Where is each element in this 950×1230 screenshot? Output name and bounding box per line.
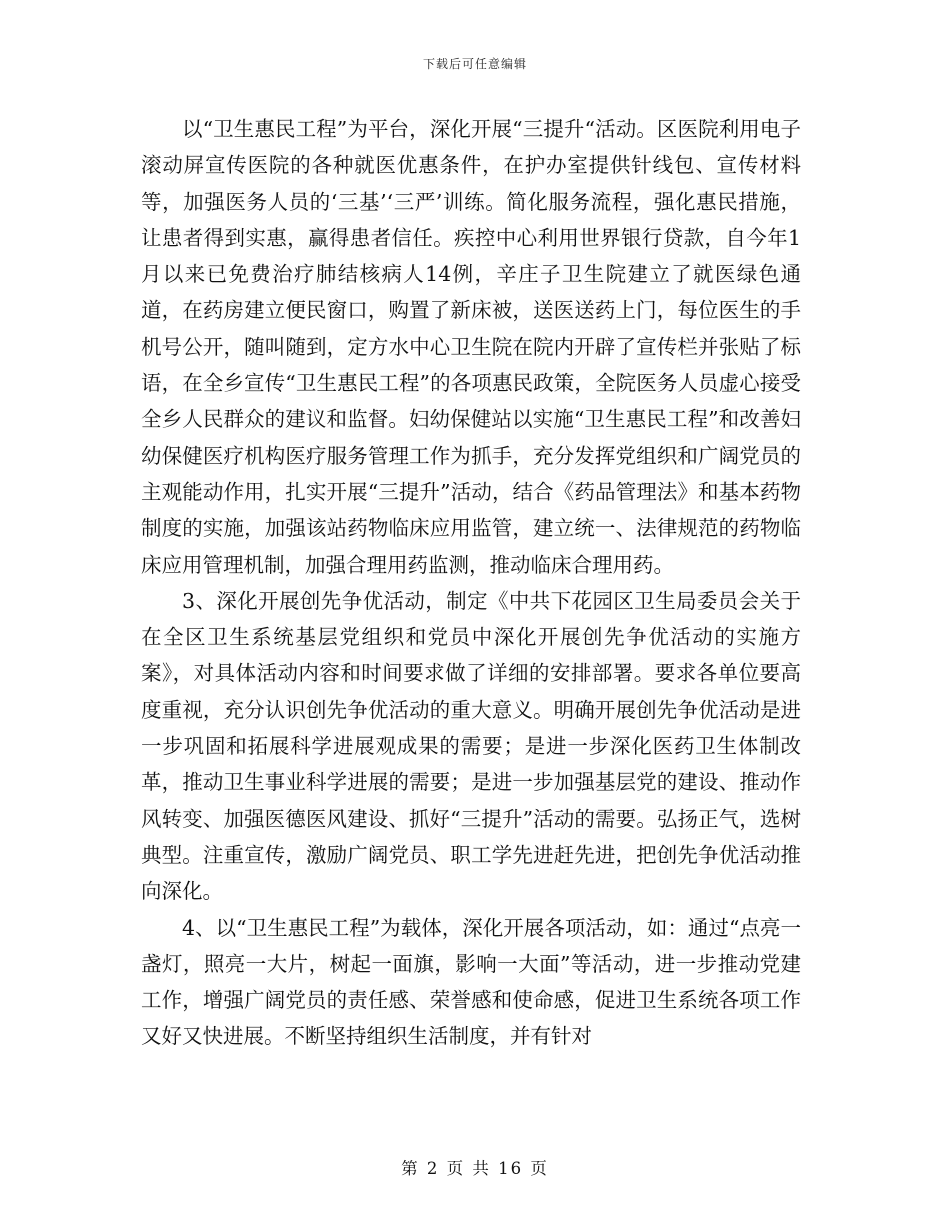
paragraph: 3、深化开展创先争优活动，制定《中共下花园区卫生局委员会关于在全区卫生系统基层党组织和党员中深化开展创先争优活动的实施方案》，对具体活动内容和时间要求做了详细的安排部署。要求各单位要高度重视，充分认识创先争优活动的重大意义。明确开展创先争优活动是进一步巩固和拓展科学进展观成果的需要；是进一步深化医药卫生体制改革，推动卫生事业科学进展的需要；是进一步加强基层党的建设、推动作风转变、加强医德医风建设、抓好“三提升”活动的需要。弘扬正气，选树典型。注重宣传，激励广阔党员、职工学先进赶先进，把创先争优活动推向深化。 <box>141 588 801 904</box>
paragraph: 以“卫生惠民工程”为平台，深化开展“三提升“活动。区医院利用电子滚动屏宣传医院的各种就医优惠条件，在护办室提供针线包、宣传材料等，加强医务人员的‘三基’‘三严’训练。简化服务流程，强化惠民措施，让患者得到实惠，赢得患者信任。疾控中心利用世界银行贷款，自今年1月以来已免费治疗肺结核病人14例，辛庄子卫生院建立了就医绿色通道，在药房建立便民窗口，购置了新床被，送医送药上门，每位医生的手机号公开，随叫随到，定方水中心卫生院在院内开辟了宣传栏并张贴了标语，在全乡宣传“卫生惠民工程”的各项惠民政策，全院医务人员虚心接受全乡人民群众的建议和监督。妇幼保健站以实施“卫生惠民工程”和改善妇幼保健医疗机构医疗服务管理工作为抓手，充分发挥党组织和广阔党员的主观能动作用，扎实开展“三提升”活动，结合《药品管理法》和基本药物制度的实施，加强该站药物临床应用监管，建立统一、法律规范的药物临床应用管理机制，加强合理用药监测，推动临床合理用药。 <box>141 117 801 577</box>
document-body <box>141 111 801 1055</box>
page-number-footer: 第 2 页 共 16 页 <box>401 1159 549 1178</box>
header-note: 下载后可任意编辑 <box>422 57 527 71</box>
paragraph: 4、以“卫生惠民工程”为载体，深化开展各项活动，如：通过“点亮一盏灯，照亮一大片，树起一面旗，影响一大面”等活动，进一步推动党建工作，增强广阔党员的责任感、荣誉感和使命感，促进卫生系统各项工作又好又快进展。不断坚持组织生活制度，并有针对 <box>141 915 801 1049</box>
